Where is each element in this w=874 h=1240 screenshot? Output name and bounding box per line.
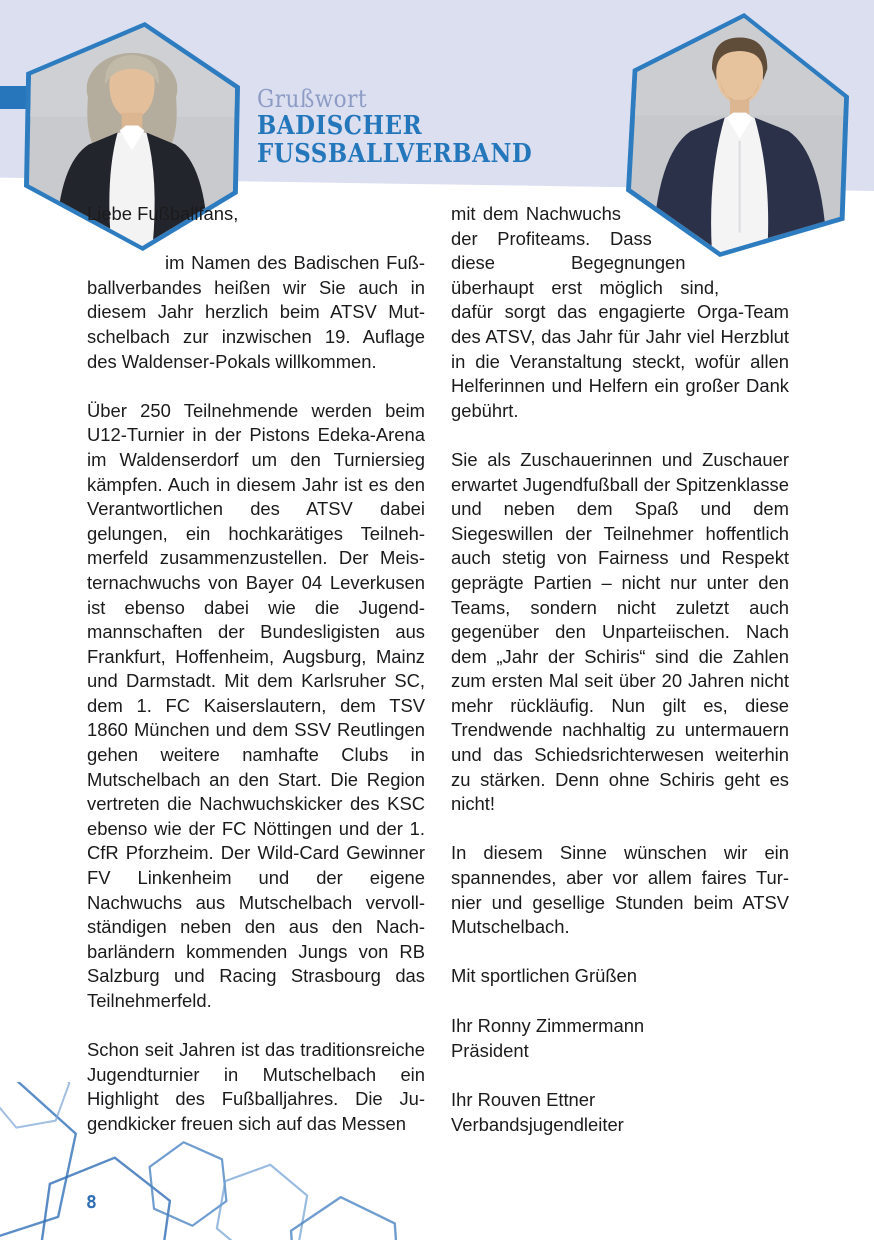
paragraph: Über 250 Teilnehmende werden beim U12-Turnier in der Pistons Edeka-Arena im Waldenserdorf um den Turniersieg kämpfen. Auch in diesem Jahr ist es den Verantwortlichen des ATSV dabei gelungen, ein hochkarätiges Teilnehmerfeld zusammenzustellen. Der Meisternachwuchs von Bayer 04 Leverkusen ist ebenso dabei wie die Jugendmannschaften der Bundesligisten aus Frankfurt, Hoffenheim, Augsburg, Mainz und Darmstadt. Mit dem Karlsruher SC, dem 1. FC Kaiserslautern, dem TSV 1860 München und dem SSV Reutlingen gehen weitere namhafte Clubs in Mutschelbach an den Start. Die Region vertreten die Nachwuchskicker des KSC ebenso wie der FC Nöttingen und der 1. CfR Pforzheim. Der Wild-Card Gewinner FV Linkenheim und der eigene Nachwuchs aus Mutschelbach vervollständigen neben den aus den Nachbarländern kommenden Jungs von RB Salzburg und Racing Strasbourg das Teilnehmerfeld. — [87, 399, 425, 1011]
section-kicker: Grußwort — [257, 85, 368, 113]
signature-name: Ihr Rouven Ettner — [451, 1089, 596, 1111]
column-left — [87, 202, 425, 1161]
paragraph: Schon seit Jahren ist das traditionsreiche Jugendturnier in Mutschelbach ein Highlight des Fußballjahres. Die Jugendkicker freuen sich auf das Messen — [87, 1039, 425, 1134]
paragraph: In diesem Sinne wünschen wir ein spannendes, aber vor allem faires Turnier und gesellige Stunden beim ATSV Mutschelbach. — [451, 842, 789, 938]
signature-block — [451, 1014, 789, 1063]
signature-block — [451, 1088, 789, 1137]
signature-role: Verbandsjugendleiter — [451, 1113, 624, 1135]
header-titles — [257, 86, 570, 168]
paragraph: im Namen des Badischen Fußballverbandes heißen wir Sie auch in diesem Jahr herzlich beim ATSV Mutschelbach zur inzwischen 19. Auflage des Waldenser-Pokals willkommen. — [87, 252, 425, 372]
paragraph: Sie als Zuschauerinnen und Zuschauer erwartet Jugendfußball der Spitzenklasse und neben dem Spaß und dem Siegeswillen der Teilnehmer hoffentlich auch stetig von Fairness und Respekt geprägte Partien – nicht nur unter den Teams, sondern nicht zuletzt auch gegenüber den Unparteiischen. Nach dem „Jahr der Schiris“ sind die Zahlen zum ersten Mal seit über 20 Jahren nicht mehr rückläufig. Nun gilt es, diese Trendwende nachhaltig zu untermauern und das Schiedsrichterwesen weiterhin zu stärken. Denn ohne Schiris geht es nicht! — [451, 448, 789, 815]
page-number: 8 — [86, 1192, 97, 1213]
signature-role: Präsident — [451, 1039, 529, 1061]
paragraph: mit dem Nachwuchs der Profiteams. Dass diese Begegnungen überhaupt erst möglich sind, dafür sorgt das engagierte Orga-Team des ATSV, das Jahr für Jahr viel Herzblut in die Veranstaltung steckt, wofür allen Helferinnen und Helfern ein großer Dank gebührt. — [451, 203, 789, 421]
column-right — [451, 202, 789, 1137]
page-title-line2: FUSSBALLVERBAND — [257, 139, 533, 169]
signature-name: Ihr Ronny Zimmermann — [451, 1015, 645, 1036]
salutation: Liebe Fußballfans, — [87, 203, 239, 224]
closing-line: Mit sportlichen Grüßen — [451, 965, 638, 987]
page-title-line1: BADISCHER — [257, 111, 423, 141]
hexagon-pattern-decoration — [0, 1082, 470, 1240]
